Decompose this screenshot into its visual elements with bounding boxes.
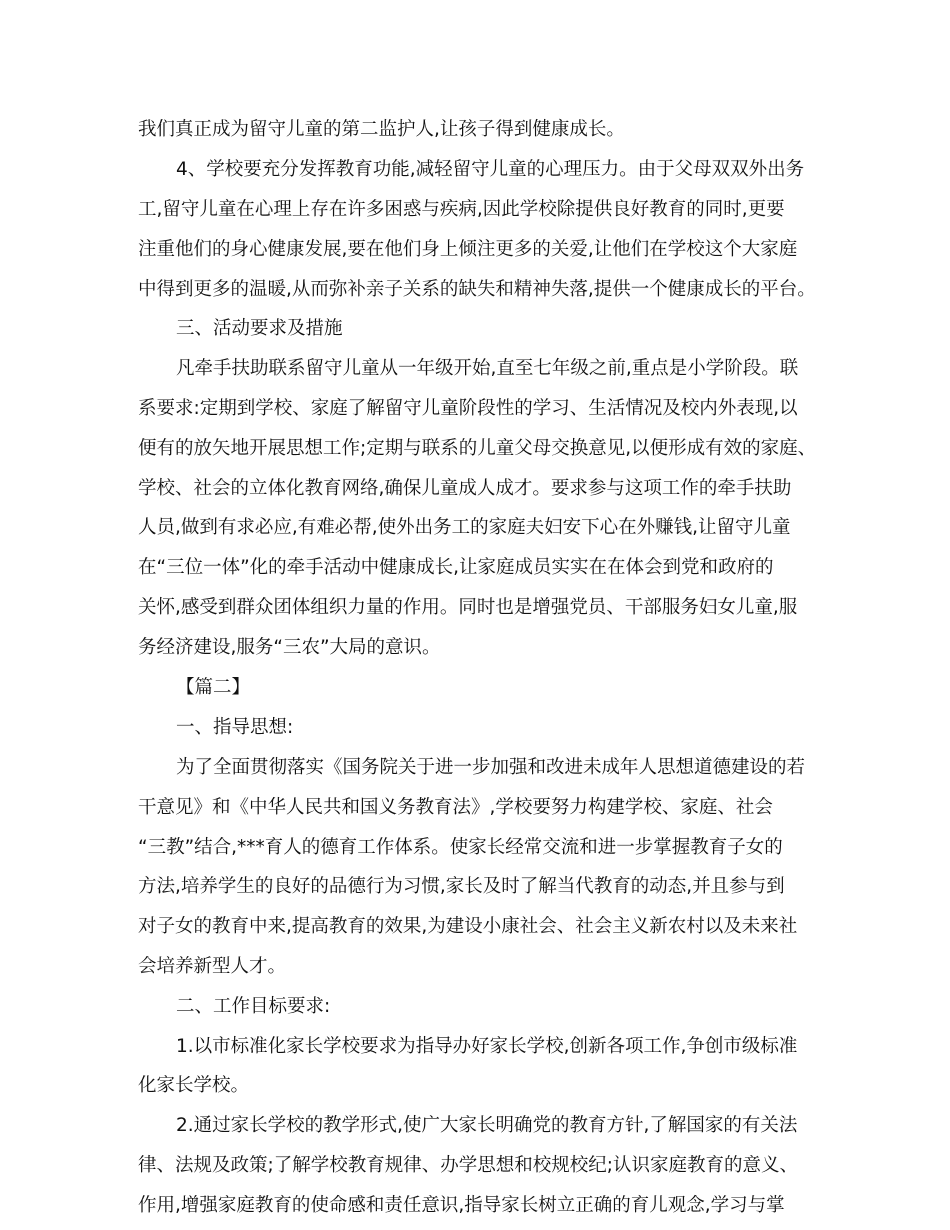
section-heading: 二、工作目标要求: xyxy=(176,996,331,1017)
paragraph-line: 关怀,感受到群众团体组织力量的作用。同时也是增强党员、干部服务妇女儿童,服 xyxy=(138,597,798,618)
paragraph-line: 务经济建设,服务“三农”大局的意识。 xyxy=(138,637,441,658)
paragraph-line: “三教”结合,***育人的德育工作体系。使家长经常交流和进一步掌握教育子女的 xyxy=(138,837,783,858)
paragraph-line: 系要求:定期到学校、家庭了解留守儿童阶段性的学习、生活情况及校内外表现,以 xyxy=(138,398,798,419)
paragraph-line: 对子女的教育中来,提高教育的效果,为建设小康社会、社会主义新农村以及未来社 xyxy=(138,916,798,937)
part-heading: 【篇二】 xyxy=(176,677,251,698)
paragraph-line: 会培养新型人才。 xyxy=(138,956,287,977)
paragraph-line: 1.以市标准化家长学校要求为指导办好家长学校,创新各项工作,争创市级标准 xyxy=(176,1036,798,1057)
paragraph-line: 便有的放矢地开展思想工作;定期与联系的儿童父母交换意见,以便形成有效的家庭、 xyxy=(138,438,817,459)
section-heading: 一、指导思想: xyxy=(176,717,294,738)
paragraph-line: 中得到更多的温暖,从而弥补亲子关系的缺失和精神失落,提供一个健康成长的平台。 xyxy=(138,279,816,300)
section-heading: 三、活动要求及措施 xyxy=(176,318,343,339)
paragraph-line: 人员,做到有求必应,有难必帮,使外出务工的家庭夫妇安下心在外赚钱,让留守儿童 xyxy=(138,517,791,538)
paragraph-line: 注重他们的身心健康发展,要在他们身上倾注更多的关爱,让他们在学校这个大家庭 xyxy=(138,239,798,260)
paragraph-line: 4、学校要充分发挥教育功能,减轻留守儿童的心理压力。由于父母双双外出务 xyxy=(176,159,805,180)
paragraph-line: 干意见》和《中华人民共和国义务教育法》,学校要努力构建学校、家庭、社会 xyxy=(138,797,773,818)
paragraph-line: 凡牵手扶助联系留守儿童从一年级开始,直至七年级之前,重点是小学阶段。联 xyxy=(176,358,799,379)
paragraph-line: 方法,培养学生的良好的品德行为习惯,家长及时了解当代教育的动态,并且参与到 xyxy=(138,876,785,897)
paragraph-line: 为了全面贯彻落实《国务院关于进一步加强和改进未成年人思想道德建设的若 xyxy=(176,757,806,778)
paragraph-line: 工,留守儿童在心理上存在许多困惑与疾病,因此学校除提供良好教育的同时,更要 xyxy=(138,199,785,220)
paragraph-line: 学校、社会的立体化教育网络,确保儿童成人成才。要求参与这项工作的牵手扶助 xyxy=(138,478,792,499)
paragraph-line: 在“三位一体”化的牵手活动中健康成长,让家庭成员实实在在体会到党和政府的 xyxy=(138,557,774,578)
paragraph-line: 作用,增强家庭教育的使命感和责任意识,指导家长树立正确的育儿观念,学习与掌 xyxy=(138,1195,785,1216)
paragraph-line: 化家长学校。 xyxy=(138,1075,250,1096)
paragraph-line: 律、法规及政策;了解学校教育规律、办学思想和校规校纪;认识家庭教育的意义、 xyxy=(138,1155,798,1176)
paragraph-line: 我们真正成为留守儿童的第二监护人,让孩子得到健康成长。 xyxy=(138,119,625,140)
paragraph-line: 2.通过家长学校的教学形式,使广大家长明确党的教育方针,了解国家的有关法 xyxy=(176,1115,798,1136)
